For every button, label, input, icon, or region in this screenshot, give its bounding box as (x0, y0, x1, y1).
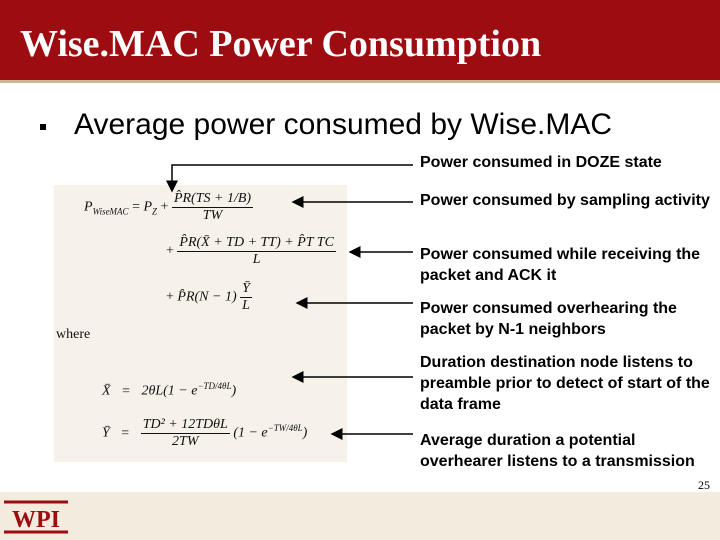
bullet-text: Average power consumed by Wise.MAC (74, 108, 613, 141)
equation-power-line3: + P̂R(N − 1) $\frac{Ȳ}{L}$ (166, 281, 250, 313)
annotation-duration-overhearer: Average duration a potential overhearer listens to a transmission (420, 432, 695, 470)
annotation-duration-destination: Duration destination node listens to preamble prior to detect of start of the data frame (420, 354, 710, 413)
equation-y-bar: Ȳ = $\frac{\text{TD² + 12TDθL}}{2TW}$ $(1 - e^{-TW/4\theta L})$ (102, 417, 308, 449)
bullet-marker (40, 124, 46, 130)
annotation-sampling: Power consumed by sampling activity (420, 192, 710, 209)
page-number: 25 (698, 478, 710, 492)
slide-title: Wise.MAC Power Consumption (20, 23, 542, 65)
equation-image (54, 185, 347, 462)
svg-text:WPI: WPI (12, 507, 60, 533)
annotation-doze: Power consumed in DOZE state (420, 154, 662, 171)
where-label: where (56, 327, 91, 342)
equation-power-line1: $P_{WiseMAC} = P_Z$ + $\frac{P̂R(TS + 1/B)}{TW}$ (84, 191, 252, 223)
equation-x-bar: X̄ = $2\theta L(1 - e^{-TD/4\theta L})$ (102, 381, 237, 399)
wpi-logo (2, 498, 70, 536)
footer-bar (0, 492, 720, 540)
equation-power-line2: + $\frac{\text{P̂R(X̄ + TD + TT) + P̂T TC}}{L}$ (166, 235, 334, 267)
annotation-overhearing: Power consumed overhearing the packet by N-1 neighbors (420, 300, 677, 338)
annotation-receiving: Power consumed while receiving the packet and ACK it (420, 246, 701, 284)
